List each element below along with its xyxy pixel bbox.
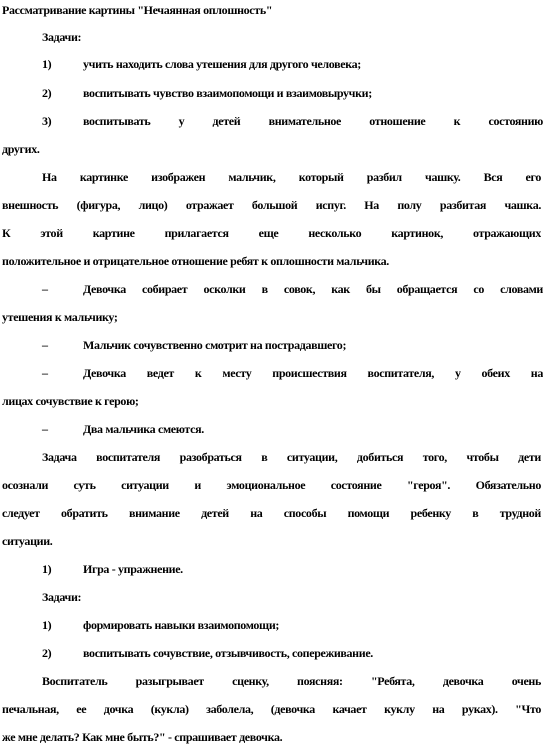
section-heading [0, 560, 543, 578]
paragraph-line: печальная, ее дочка (кукла) заболела, (девочка качает куклу на руках). "Что [2, 702, 541, 716]
dash-text: Девочка ведет к месту происшествия воспитателя, у обеих на [83, 366, 543, 380]
section-title: Игра - упражнение. [83, 562, 183, 576]
dash-bullet: – [42, 338, 48, 352]
task-number: 2) [42, 86, 52, 100]
task-text: формировать навыки взаимопомощи; [83, 618, 280, 632]
task-item [0, 84, 543, 102]
dash-item [0, 336, 543, 354]
task-number: 1) [42, 618, 52, 632]
task-number: 2) [42, 646, 52, 660]
dash-bullet: – [42, 282, 48, 296]
paragraph-line: На картинке изображен мальчик, который разбил чашку. Вся его [42, 170, 541, 184]
paragraph-line: же мне делать? Как мне быть?" - спрашивает девочка. [2, 730, 283, 744]
paragraph-line: положительное и отрицательное отношение ребят к оплошности мальчика. [2, 254, 389, 268]
paragraph-line: Задача воспитателя разобраться в ситуации, добиться того, чтобы дети [42, 450, 541, 464]
task-item [0, 112, 543, 130]
task-item [0, 55, 543, 73]
paragraph-line: Воспитатель разыгрывает сценку, поясняя: "Ребята, девочка очень [42, 674, 541, 688]
task-item [0, 644, 543, 662]
task-text: воспитывать у детей внимательное отношение к состоянию [83, 114, 543, 128]
dash-text: Девочка собирает осколки в совок, как бы обращается со словами [83, 282, 543, 296]
tasks-heading: Задачи: [42, 590, 82, 604]
paragraph-line: ситуации. [2, 534, 53, 548]
tasks-heading: Задачи: [42, 30, 82, 44]
dash-text-continuation: лицах сочувствие к герою; [2, 394, 139, 408]
task-text-continuation: других. [2, 142, 40, 156]
dash-text: Мальчик сочувственно смотрит на пострадавшего; [83, 338, 347, 352]
paragraph-line: внешность (фигура, лицо) отражает большой испуг. На полу разбитая чашка. [2, 198, 541, 212]
paragraph-line: осознали суть ситуации и эмоциональное состояние "героя". Обязательно [2, 478, 541, 492]
task-text: воспитывать чувство взаимопомощи и взаимовыручки; [83, 86, 372, 100]
task-text: воспитывать сочувствие, отзывчивость, сопереживание. [83, 646, 373, 660]
dash-bullet: – [42, 422, 48, 436]
paragraph-line: следует обратить внимание детей на способы помощи ребенку в трудной [2, 506, 541, 520]
paragraph-line: К этой картине прилагается еще несколько картинок, отражающих [2, 226, 541, 240]
dash-item [0, 364, 543, 382]
dash-bullet: – [42, 366, 48, 380]
dash-text: Два мальчика смеются. [83, 422, 204, 436]
document-title: Рассматривание картины "Нечаянная оплошность" [2, 3, 273, 17]
task-number: 3) [42, 114, 52, 128]
dash-item [0, 420, 543, 438]
task-text: учить находить слова утешения для другого человека; [83, 57, 361, 71]
task-item [0, 616, 543, 634]
dash-item [0, 280, 543, 298]
task-number: 1) [42, 57, 52, 71]
dash-text-continuation: утешения к мальчику; [2, 310, 118, 324]
section-number: 1) [42, 562, 52, 576]
